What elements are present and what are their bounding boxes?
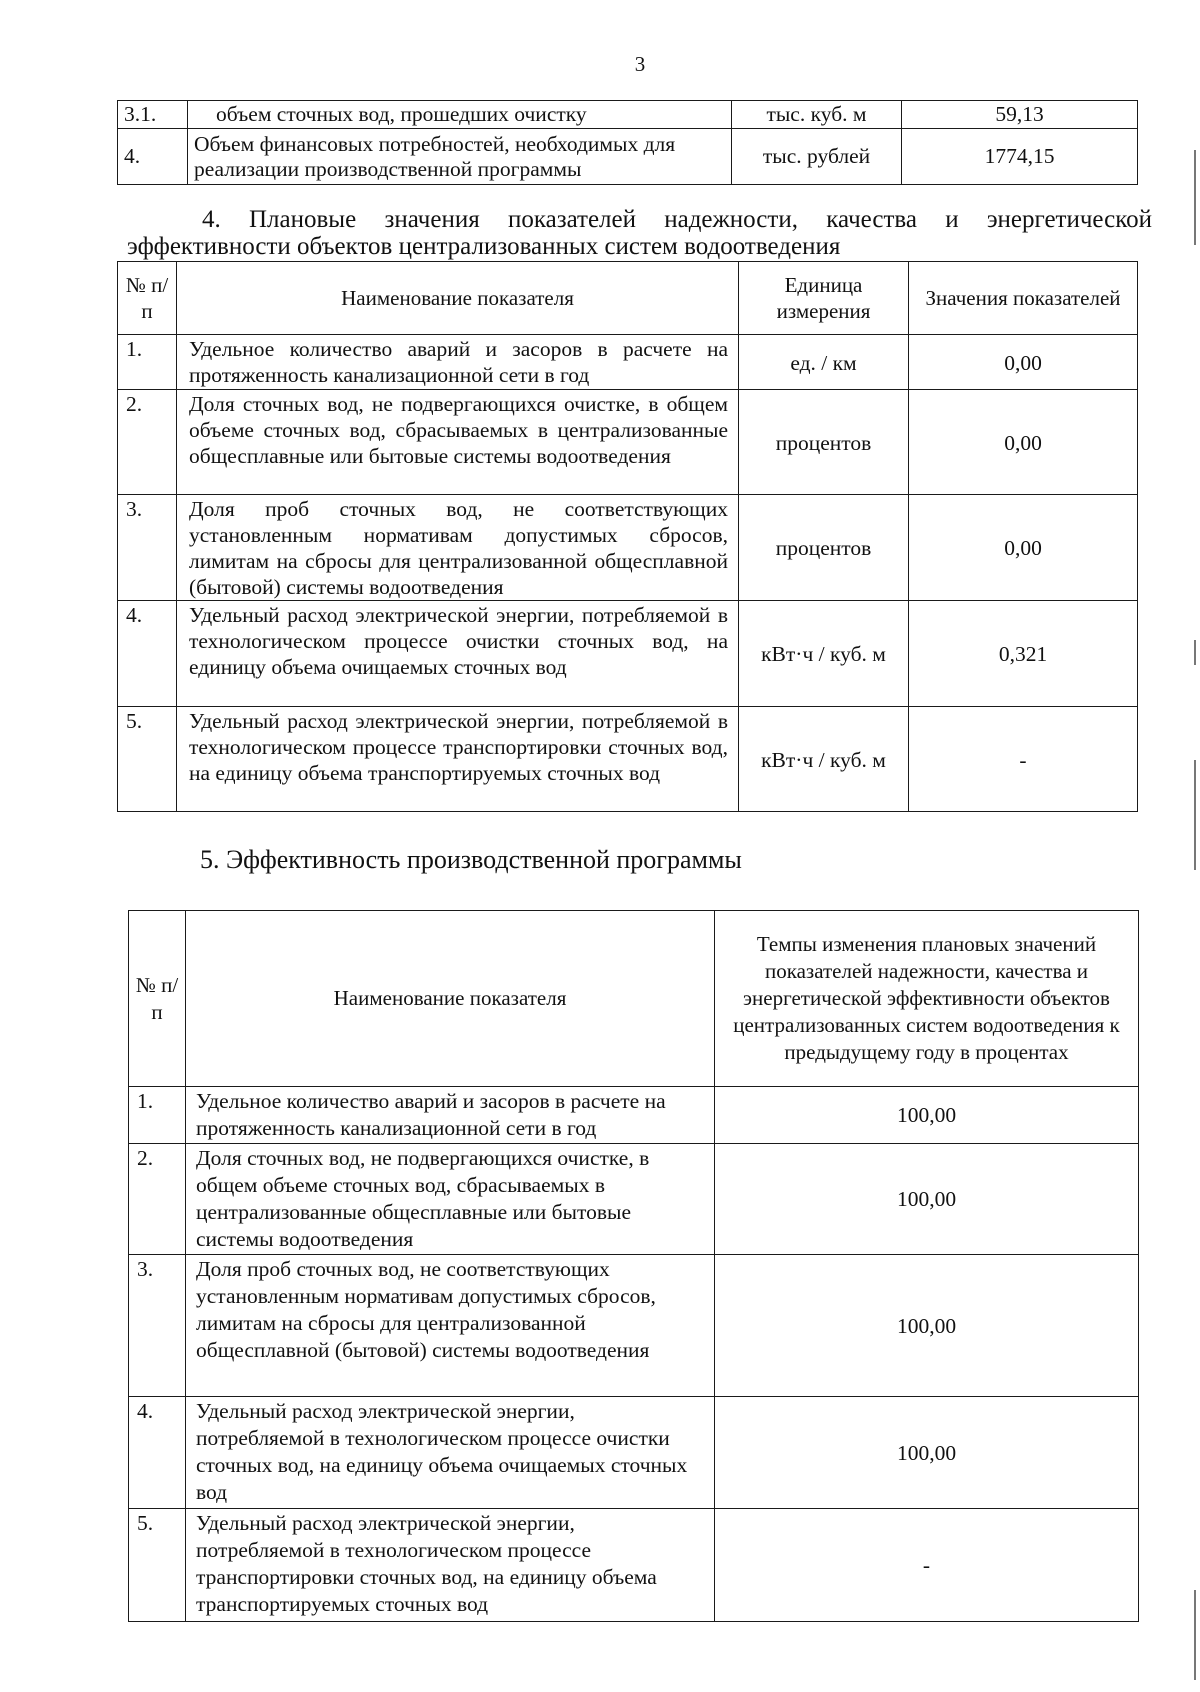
scan-edge-mark (1194, 1590, 1196, 1680)
table-row (118, 390, 1138, 495)
page-number: 3 (634, 52, 646, 76)
row-number: 4. (118, 601, 177, 707)
section-5-title: 5. Эффективность производственной программы (200, 845, 742, 874)
indicator-name: Доля проб сточных вод, не соответствующих установленным нормативам допустимых сбросов, лимитам на сбросы для централизованной общесплавной (бытовой) системы водоотведения (177, 495, 739, 601)
unit-cell: процентов (739, 495, 909, 601)
reliability-indicators-table (117, 261, 1138, 812)
value-cell: 100,00 (715, 1397, 1139, 1509)
scan-edge-mark (1194, 760, 1196, 870)
table-row (118, 707, 1138, 812)
row-number: 3. (129, 1255, 186, 1397)
header-value: Значения показателей (909, 262, 1138, 335)
value-cell: 0,00 (909, 495, 1138, 601)
row-number: 5. (118, 707, 177, 812)
unit-cell: кВт·ч / куб. м (739, 601, 909, 707)
unit-cell: тыс. рублей (732, 129, 902, 185)
row-number: 2. (129, 1144, 186, 1255)
indicator-name: Удельный расход электрической энергии, потребляемой в технологическом процессе транспортировки сточных вод, на единицу объема транспортируемых сточных вод (186, 1509, 715, 1622)
indicator-name: Доля сточных вод, не подвергающихся очистке, в общем объеме сточных вод, сбрасываемых в централизованные общесплавные или бытовые системы водоотведения (177, 390, 739, 495)
indicator-name: Удельный расход электрической энергии, потребляемой в технологическом процессе очистки сточных вод, на единицу объема очищаемых сточных вод (186, 1397, 715, 1509)
scan-edge-mark (1194, 150, 1196, 245)
value-cell: 100,00 (715, 1144, 1139, 1255)
value-cell: 0,00 (909, 390, 1138, 495)
row-number: 4. (129, 1397, 186, 1509)
header-name: Наименование показателя (186, 911, 715, 1087)
table-row (129, 1255, 1139, 1397)
production-volume-table (117, 100, 1138, 185)
unit-cell: тыс. куб. м (732, 101, 902, 129)
row-number: 3. (118, 495, 177, 601)
header-num: № п/п (129, 911, 186, 1087)
row-number: 2. (118, 390, 177, 495)
indicator-name: Удельное количество аварий и засоров в расчете на протяженность канализационной сети в год (186, 1087, 715, 1144)
row-number: 4. (118, 129, 188, 185)
header-value: Темпы изменения плановых значений показателей надежности, качества и энергетической эффективности объектов централизованных систем водоотведения к предыдущему году в процентах (715, 911, 1139, 1087)
row-number: 1. (129, 1087, 186, 1144)
unit-cell: кВт·ч / куб. м (739, 707, 909, 812)
indicator-name: Удельный расход электрической энергии, потребляемой в технологическом процессе транспортировки сточных вод, на единицу объема транспортируемых сточных вод (177, 707, 739, 812)
row-number: 3.1. (118, 101, 188, 129)
table-row (118, 335, 1138, 390)
value-cell: - (715, 1509, 1139, 1622)
indicator-name: Объем финансовых потребностей, необходимых для реализации производственной программы (188, 129, 732, 185)
table-row (129, 1144, 1139, 1255)
value-cell: 100,00 (715, 1087, 1139, 1144)
table-row (129, 1509, 1139, 1622)
scan-edge-mark (1194, 640, 1196, 665)
table-row (118, 101, 1138, 129)
row-number: 5. (129, 1509, 186, 1622)
row-number: 1. (118, 335, 177, 390)
value-cell: 59,13 (902, 101, 1138, 129)
indicator-name: Удельное количество аварий и засоров в расчете на протяженность канализационной сети в год (177, 335, 739, 390)
unit-cell: процентов (739, 390, 909, 495)
value-cell: 100,00 (715, 1255, 1139, 1397)
section-4-title (127, 206, 1152, 260)
table-row (118, 495, 1138, 601)
value-cell: 0,00 (909, 335, 1138, 390)
table-header-row (129, 911, 1139, 1087)
table-row (129, 1397, 1139, 1509)
section-4-title-text: 4. Плановые значения показателей надежности, качества и энергетической эффективности объектов централизованных систем водоотведения (127, 206, 1152, 260)
indicator-name: объем сточных вод, прошедших очистку (188, 101, 732, 129)
indicator-name: Доля сточных вод, не подвергающихся очистке, в общем объеме сточных вод, сбрасываемых в централизованные общесплавные или бытовые системы водоотведения (186, 1144, 715, 1255)
header-unit: Единица измерения (739, 262, 909, 335)
table-row (118, 129, 1138, 185)
table-row (129, 1087, 1139, 1144)
table-row (118, 601, 1138, 707)
header-num: № п/п (118, 262, 177, 335)
indicator-name: Удельный расход электрической энергии, потребляемой в технологическом процессе очистки сточных вод, на единицу объема очищаемых сточных вод (177, 601, 739, 707)
header-name: Наименование показателя (177, 262, 739, 335)
value-cell: - (909, 707, 1138, 812)
value-cell: 1774,15 (902, 129, 1138, 185)
efficiency-table (128, 910, 1139, 1622)
table-header-row (118, 262, 1138, 335)
indicator-name: Доля проб сточных вод, не соответствующих установленным нормативам допустимых сбросов, лимитам на сбросы для централизованной общесплавной (бытовой) системы водоотведения (186, 1255, 715, 1397)
unit-cell: ед. / км (739, 335, 909, 390)
value-cell: 0,321 (909, 601, 1138, 707)
